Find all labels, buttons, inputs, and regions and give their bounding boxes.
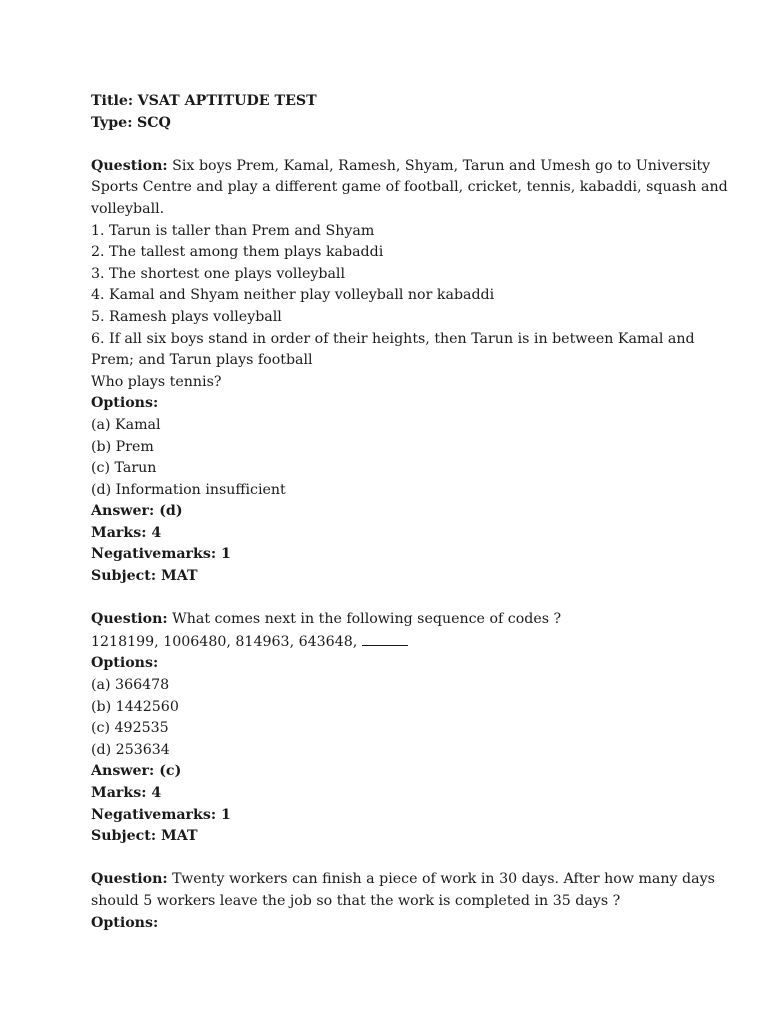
options-label: Options: — [91, 395, 159, 412]
question-2-answer — [91, 761, 691, 783]
answer-value: (c) — [159, 763, 182, 780]
question-1-line-9: 6. If all six boys stand in order of their heights, then Tarun is in between Kamal and — [91, 330, 695, 347]
marks-label: Marks: — [91, 785, 147, 801]
spacer — [91, 588, 691, 610]
answer-value: (d) — [159, 503, 183, 520]
question-1-line-11: Who plays tennis? — [91, 373, 222, 390]
answer-label: Answer: — [91, 503, 155, 520]
type-value: SCQ — [136, 114, 171, 131]
question-1-line-6: 3. The shortest one plays volleyball — [91, 265, 346, 282]
title-value: VSAT APTITUDE TEST — [137, 93, 317, 109]
question-1-option-d: (d) Information insufficient — [91, 481, 286, 498]
question-2-line-1 — [91, 609, 691, 631]
document-page — [91, 91, 728, 934]
question-1-subject — [91, 566, 691, 588]
subject-value: MAT — [161, 828, 198, 845]
marks-label: Marks: — [91, 524, 147, 541]
negativemarks-value: 1 — [221, 806, 231, 823]
question-3-line-2: should 5 workers leave the job so that the work is completed in 35 days ? — [91, 892, 621, 909]
question-1-line-5: 2. The tallest among them plays kabaddi — [91, 244, 384, 261]
question-2-marks — [91, 783, 691, 805]
question-2-option-b: (b) 1442560 — [91, 698, 179, 715]
marks-value: 4 — [151, 524, 162, 541]
question-label: Question: — [91, 611, 168, 628]
question-2-line-2 — [91, 631, 691, 654]
question-label: Question: — [91, 871, 168, 888]
question-1-answer — [91, 501, 691, 523]
question-3-line-1 — [91, 869, 715, 891]
question-2-option-a: (a) 366478 — [91, 677, 170, 694]
question-3-text: Twenty workers can finish a piece of work in 30 days. After how many days — [172, 871, 715, 888]
subject-label: Subject: — [91, 568, 157, 585]
question-2-option-d: (d) 253634 — [91, 741, 170, 758]
question-label: Question: — [91, 157, 168, 174]
options-label: Options: — [91, 655, 159, 672]
question-1-line-7: 4. Kamal and Shyam neither play volleyball nor kabaddi — [91, 287, 495, 304]
answer-label: Answer: — [91, 763, 155, 780]
question-2-sequence: 1218199, 1006480, 814963, 643648, — [91, 633, 358, 650]
spacer — [91, 848, 691, 870]
subject-value: MAT — [161, 568, 198, 585]
marks-value: 4 — [151, 785, 162, 801]
question-1-option-a: (a) Kamal — [91, 416, 161, 433]
options-label: Options: — [91, 914, 159, 931]
question-1-option-c: (c) Tarun — [91, 460, 157, 477]
question-1-line-4: 1. Tarun is taller than Prem and Shyam — [91, 222, 375, 239]
question-2-text: What comes next in the following sequence of codes ? — [172, 611, 562, 628]
type-line — [91, 113, 691, 135]
question-1-line-3: volleyball. — [91, 200, 165, 217]
title-label: Title: — [91, 93, 134, 109]
title-line — [91, 91, 691, 113]
question-1-line-8: 5. Ramesh plays volleyball — [91, 308, 282, 325]
question-2-option-c: (c) 492535 — [91, 720, 169, 737]
negativemarks-label: Negativemarks: — [91, 806, 217, 823]
question-1-negativemarks — [91, 544, 691, 566]
type-label: Type: — [91, 114, 133, 131]
negativemarks-value: 1 — [221, 546, 231, 563]
question-1-text: Six boys Prem, Kamal, Ramesh, Shyam, Tarun and Umesh go to University — [172, 157, 711, 174]
question-1-option-b: (b) Prem — [91, 438, 154, 455]
subject-label: Subject: — [91, 828, 157, 845]
question-1-line-1 — [91, 156, 711, 178]
question-1-line-2: Sports Centre and play a different game of football, cricket, tennis, kabaddi, squash and — [91, 179, 728, 196]
answer-blank — [362, 631, 408, 646]
spacer — [91, 134, 691, 156]
negativemarks-label: Negativemarks: — [91, 546, 217, 563]
question-1-marks — [91, 523, 691, 545]
question-2-subject — [91, 826, 691, 848]
question-1-line-10: Prem; and Tarun plays football — [91, 352, 313, 369]
question-2-negativemarks — [91, 805, 691, 827]
